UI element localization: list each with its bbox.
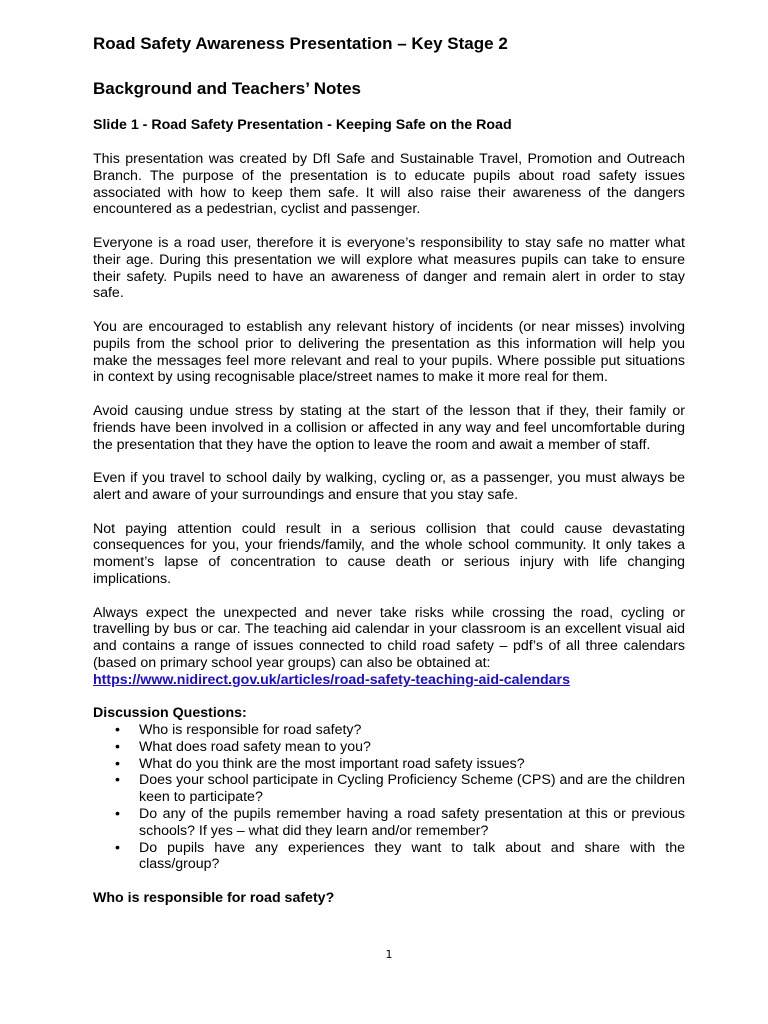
paragraph: This presentation was created by DfI Safe and Sustainable Travel, Promotion and Outreach Branch. The purpose of the presentation is to educate pupils about road safety issues associated with how to keep them safe. It will also raise their awareness of the dangers encountered as a pedestrian, cyclist and passenger. [93,151,685,218]
question-text: What do you think are the most important road safety issues? [139,755,525,772]
question-text: Do any of the pupils remember having a road safety presentation at this or previous schools? If yes – what did they learn and/or remember? [139,806,685,839]
bullet-icon: • [115,755,120,772]
discussion-title: Discussion Questions: [93,705,247,722]
paragraph: Avoid causing undue stress by stating at the start of the lesson that if they, their family or friends have been involved in a collision or affected in any way and feel uncomfortable during the presentation that they have the option to leave the room and await a member of staff. [93,402,685,453]
paragraph: You are encouraged to establish any relevant history of incidents (or near misses) involving pupils from the school prior to delivering the presentation as this information will help you make the messages feel more relevant and real to your pupils. Where possible put situations in context by using recognisable place/street names to make it more real for them. [93,318,685,386]
list-item [93,739,685,756]
question-text: What does road safety mean to you? [139,738,371,755]
document-subtitle: Background and Teachers’ Notes [93,79,361,98]
bullet-icon: • [115,806,120,823]
paragraph-text: Always expect the unexpected and never take risks while crossing the road, cycling or travelling by bus or car. The teaching aid calendar in your classroom is an excellent visual aid and contains a range of issues connected to child road safety – pdf’s of all three calendars (based on primary school year groups) can also be obtained at: [93,604,685,671]
bullet-icon: • [115,738,120,755]
list-item [93,756,685,773]
paragraph: Everyone is a road user, therefore it is everyone’s responsibility to stay safe no matter what their age. During this presentation we will explore what measures pupils can take to ensure their safety. Pupils need to have an awareness of danger and remain alert in order to stay safe. [93,234,685,302]
page-number: 1 [385,948,393,961]
bullet-icon: • [115,722,120,739]
slide-heading: Slide 1 - Road Safety Presentation - Keeping Safe on the Road [93,117,512,133]
list-item [93,840,685,874]
list-item [93,722,685,739]
list-item [93,806,685,840]
paragraph: Even if you travel to school daily by walking, cycling or, as a passenger, you must always be alert and aware of your surroundings and ensure that you stay safe. [93,470,685,503]
paragraph-with-link [93,605,685,689]
bullet-icon: • [115,839,120,856]
bullet-icon: • [115,772,120,789]
calendars-link[interactable]: https://www.nidirect.gov.uk/articles/road-safety-teaching-aid-calendars [93,671,570,688]
question-text: Does your school participate in Cycling Proficiency Scheme (CPS) and are the children keen to participate? [139,772,685,806]
list-item [93,772,685,806]
paragraph: Not paying attention could result in a serious collision that could cause devastating consequences for you, your friends/family, and the whole school community. It only takes a moment’s lapse of concentration to cause death or serious injury with life changing implications. [93,520,685,587]
question-text: Do pupils have any experiences they want to talk about and share with the class/group? [139,839,685,873]
document-page [93,33,685,907]
closing-heading: Who is responsible for road safety? [93,890,335,907]
document-title: Road Safety Awareness Presentation – Key Stage 2 [93,34,508,53]
question-text: Who is responsible for road safety? [139,722,362,739]
discussion-list [93,722,685,873]
